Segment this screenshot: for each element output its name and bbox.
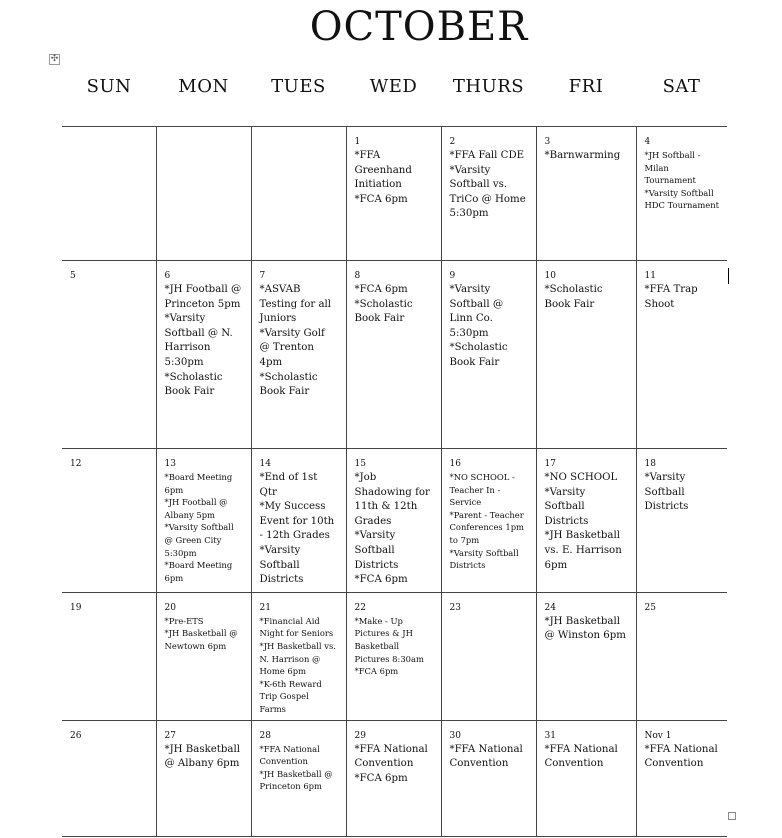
day-cell[interactable] xyxy=(346,720,441,836)
day-number: 10 xyxy=(544,271,556,281)
day-cell[interactable] xyxy=(156,720,251,836)
event-item: *Scholastic Book Fair xyxy=(544,284,603,310)
header-fri: FRI xyxy=(568,76,604,97)
event-item: *Barnwarming xyxy=(544,150,621,161)
page-title xyxy=(0,4,782,50)
event-item: *FFA National Convention xyxy=(449,743,523,770)
day-cell[interactable] xyxy=(346,449,441,593)
event-item: *JH Basketball vs. E. Harrison 6pm xyxy=(544,530,622,571)
event-item: *ASVAB Testing for all Juniors xyxy=(259,284,332,325)
event-item: *Varsity Softball @ N. Harrison 5:30pm xyxy=(164,313,233,368)
week-row xyxy=(62,261,727,449)
week-row xyxy=(62,720,727,836)
event-item: *Varsity Softball vs. TriCo @ Home 5:30pm xyxy=(449,164,526,220)
header-tues: TUES xyxy=(271,76,326,97)
day-number: 11 xyxy=(644,271,656,281)
day-cell[interactable] xyxy=(636,592,727,720)
day-number: 1 xyxy=(354,137,361,147)
day-cell[interactable] xyxy=(62,592,156,720)
event-item: *FCA 6pm xyxy=(354,772,408,784)
event-item: *JH Basketball @ Albany 6pm xyxy=(164,743,240,770)
event-item: *FCA 6pm xyxy=(354,284,408,295)
event-item: *JH Basketball vs. N. Harrison @ Home 6pm xyxy=(259,640,336,677)
day-number: 31 xyxy=(544,730,556,741)
resize-square-icon[interactable] xyxy=(728,812,736,820)
day-cell[interactable] xyxy=(636,261,727,449)
event-item: *Parent - Teacher Conferences 1pm to 7pm xyxy=(449,509,524,545)
day-number: 14 xyxy=(259,459,271,469)
day-cell[interactable] xyxy=(156,592,251,720)
header-thurs: THURS xyxy=(452,76,525,97)
day-cell[interactable] xyxy=(251,720,346,836)
day-cell[interactable] xyxy=(156,261,251,449)
day-cell[interactable] xyxy=(536,127,636,261)
event-item: *Varsity Softball Districts xyxy=(354,530,399,571)
day-cell[interactable] xyxy=(346,127,441,261)
day-number: 16 xyxy=(449,459,461,469)
event-item: *JH Basketball @ Winston 6pm xyxy=(544,615,626,642)
day-number: 15 xyxy=(354,459,366,469)
day-number: 25 xyxy=(644,602,656,613)
day-number: 26 xyxy=(70,730,82,741)
event-item: *FFA National Convention xyxy=(544,743,618,770)
day-cell[interactable] xyxy=(346,261,441,449)
event-item: *Financial Aid Night for Seniors xyxy=(259,615,334,639)
event-item: *Varsity Softball Districts xyxy=(644,472,689,513)
day-cell[interactable] xyxy=(251,261,346,449)
event-item: *Scholastic Book Fair xyxy=(164,371,223,398)
event-item: *JH Football @ Princeton 5pm xyxy=(164,284,242,310)
event-item: *NO SCHOOL - Teacher In - Service xyxy=(449,472,515,508)
day-cell[interactable] xyxy=(251,127,346,261)
day-cell[interactable] xyxy=(156,127,251,261)
day-cell[interactable] xyxy=(536,449,636,593)
event-item: *Pre-ETS xyxy=(164,615,204,626)
day-cell[interactable] xyxy=(536,592,636,720)
day-number: 28 xyxy=(259,730,271,741)
day-number: 8 xyxy=(354,271,361,281)
day-number: 17 xyxy=(544,459,556,469)
event-item: *FFA National Convention xyxy=(354,743,428,770)
event-item: *FCA 6pm xyxy=(354,574,408,586)
day-number: 21 xyxy=(259,602,271,613)
day-number: 3 xyxy=(544,137,551,147)
header-sun: SUN xyxy=(86,76,132,97)
month-title: OCTOBER xyxy=(309,4,529,50)
event-item: *FFA National Convention xyxy=(259,743,320,767)
day-number: 27 xyxy=(164,730,176,741)
event-item: *NO SCHOOL xyxy=(544,472,618,483)
event-item: *Job Shadowing for 11th & 12th Grades xyxy=(354,472,430,527)
event-item: *JH Softball - Milan Tournament xyxy=(644,150,701,186)
move-arrows-icon[interactable]: ✣ xyxy=(50,54,59,64)
day-cell[interactable] xyxy=(346,592,441,720)
day-number: 6 xyxy=(164,271,171,281)
day-number: 29 xyxy=(354,730,366,741)
day-cell[interactable] xyxy=(62,127,156,261)
event-item: *My Success Event for 10th - 12th Grades xyxy=(259,501,335,542)
day-number: 19 xyxy=(70,602,82,613)
event-item: *K-6th Reward Trip Gospel Farms xyxy=(259,678,322,714)
event-item: *Board Meeting 6pm xyxy=(164,472,233,495)
day-number: 12 xyxy=(70,459,82,469)
header-mon: MON xyxy=(178,76,229,97)
event-item: *FFA Greenhand Initiation xyxy=(354,150,412,191)
week-row xyxy=(62,127,727,261)
day-number: 7 xyxy=(259,271,266,281)
event-item: *JH Basketball @ Princeton 6pm xyxy=(259,768,333,792)
day-number: 5 xyxy=(70,271,76,281)
day-number: 18 xyxy=(644,459,656,469)
week-row xyxy=(62,449,727,593)
event-item: *Varsity Softball Districts xyxy=(449,547,519,571)
event-item: *Varsity Softball @ Linn Co. 5:30pm xyxy=(449,284,504,339)
day-number: 9 xyxy=(449,271,456,281)
event-item: *FCA 6pm xyxy=(354,666,399,677)
header-sat: SAT xyxy=(662,76,701,97)
event-item: *Scholastic Book Fair xyxy=(259,371,318,398)
event-item: *FCA 6pm xyxy=(354,193,408,205)
day-cell[interactable] xyxy=(62,261,156,449)
event-item: *Varsity Softball @ Green City 5:30pm xyxy=(164,522,234,558)
day-cell[interactable] xyxy=(636,449,727,593)
event-item: *FFA Fall CDE xyxy=(449,150,525,161)
day-cell[interactable] xyxy=(62,720,156,836)
event-item: *Make - Up Pictures & JH Basketball Pictures 8:30am xyxy=(354,615,424,664)
day-number: 13 xyxy=(164,459,176,469)
event-item: *Board Meeting 6pm xyxy=(164,560,233,583)
day-cell[interactable] xyxy=(536,261,636,449)
day-number: 22 xyxy=(354,602,366,613)
day-cell[interactable] xyxy=(441,127,536,261)
day-number: 20 xyxy=(164,602,176,613)
day-cell[interactable] xyxy=(536,720,636,836)
event-item: *JH Basketball @ Newtown 6pm xyxy=(164,628,238,651)
event-item: *Varsity Golf @ Trenton 4pm xyxy=(259,327,325,368)
day-cell[interactable] xyxy=(441,449,536,593)
day-cell[interactable] xyxy=(636,720,727,836)
day-number: 23 xyxy=(449,602,461,613)
event-item: *FFA Trap Shoot xyxy=(644,284,698,310)
day-cell[interactable] xyxy=(251,449,346,593)
day-number: Nov 1 xyxy=(644,730,672,741)
event-item: *Scholastic Book Fair xyxy=(354,298,413,325)
event-item: *Varsity Softball Districts xyxy=(259,544,304,586)
event-item: *Varsity Softball Districts xyxy=(544,486,589,527)
day-cell[interactable] xyxy=(156,449,251,593)
text-cursor xyxy=(728,268,729,284)
day-number: 4 xyxy=(644,137,651,147)
header-wed: WED xyxy=(369,76,418,97)
day-number: 2 xyxy=(449,137,456,147)
event-item: *Varsity Softball HDC Tournament xyxy=(644,187,720,211)
event-item: *Scholastic Book Fair xyxy=(449,342,508,368)
day-cell[interactable] xyxy=(441,720,536,836)
event-item: *JH Football @ Albany 5pm xyxy=(164,497,228,520)
day-number: 30 xyxy=(449,730,461,741)
day-cell[interactable] xyxy=(62,449,156,593)
event-item: *FFA National Convention xyxy=(644,743,718,770)
day-cell[interactable] xyxy=(636,127,727,261)
week-row xyxy=(62,592,727,720)
weekday-header-row xyxy=(62,76,727,100)
day-cell[interactable] xyxy=(251,592,346,720)
calendar-grid xyxy=(62,126,727,837)
event-item: *End of 1st Qtr xyxy=(259,472,318,498)
day-cell[interactable] xyxy=(441,261,536,449)
day-cell[interactable] xyxy=(441,592,536,720)
day-number: 24 xyxy=(544,602,556,613)
